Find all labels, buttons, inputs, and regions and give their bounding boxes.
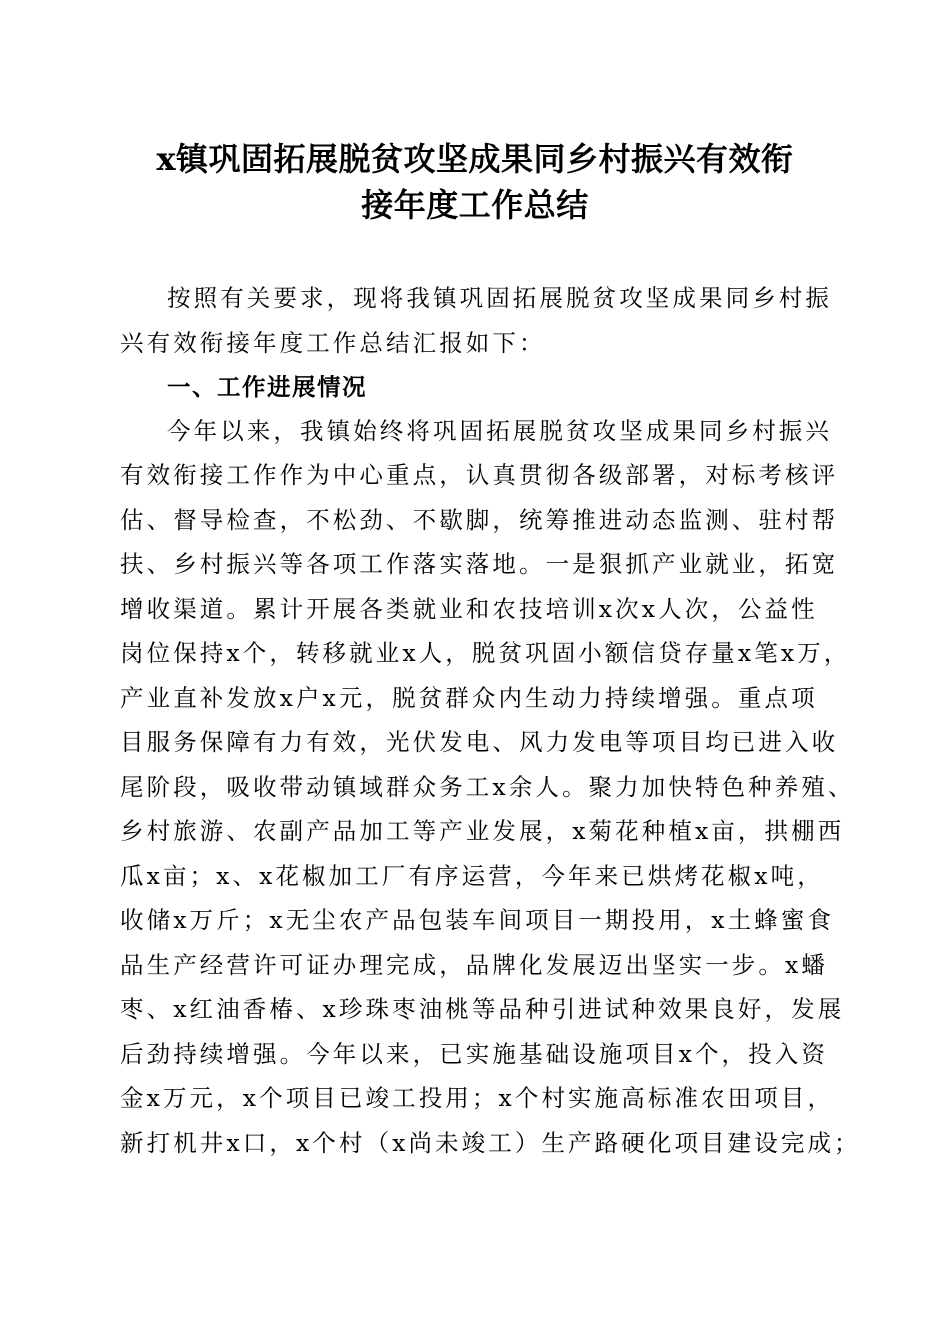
- intro-line-2: 兴有效衔接年度工作总结汇报如下：: [120, 329, 546, 357]
- body-line: 岗位保持x个，转移就业x人，脱贫巩固小额信贷存量x笔x万，: [120, 639, 851, 667]
- body-line: 品生产经营许可证办理完成，品牌化发展迈出坚实一步。x蟠: [120, 951, 828, 979]
- document-title-line-2: 接年度工作总结: [361, 186, 589, 224]
- body-line: 有效衔接工作作为中心重点，认真贯彻各级部署，对标考核评: [120, 461, 839, 489]
- body-line: 尾阶段，吸收带动镇域群众务工x余人。聚力加快特色种养殖、: [120, 773, 855, 801]
- intro-line-1: 按照有关要求，现将我镇巩固拓展脱贫攻坚成果同乡村振: [167, 284, 832, 312]
- body-line: 新打机井x口，x个村（x尚未竣工）生产路硬化项目建设完成；: [120, 1129, 861, 1157]
- body-line: 乡村旅游、农副产品加工等产业发展，x菊花种植x亩，拱棚西: [120, 817, 845, 845]
- body-line: 收储x万斤；x无尘农产品包装车间项目一期投用，x土蜂蜜食: [120, 906, 835, 934]
- body-line: 后劲持续增强。今年以来，已实施基础设施项目x个，投入资: [120, 1040, 828, 1068]
- body-line: 估、督导检查，不松劲、不歇脚，统筹推进动态监测、驻村帮: [120, 506, 839, 534]
- body-line: 扶、乡村振兴等各项工作落实落地。一是狠抓产业就业，拓宽: [120, 550, 839, 578]
- body-line: 目服务保障有力有效，光伏发电、风力发电等项目均已进入收: [120, 728, 839, 756]
- body-line: 瓜x亩；x、x花椒加工厂有序运营，今年来已烘烤花椒x吨，: [120, 862, 824, 890]
- body-line: 枣、x红油香椿、x珍珠枣油桃等品种引进试种效果良好，发展: [120, 995, 845, 1023]
- body-line: 产业直补发放x户x元，脱贫群众内生动力持续增强。重点项: [120, 684, 818, 712]
- section-heading: 一、工作进展情况: [167, 373, 367, 401]
- body-line: 金x万元，x个项目已竣工投用；x个村实施高标准农田项目，: [120, 1084, 835, 1112]
- body-line: 增收渠道。累计开展各类就业和农技培训x次x人次，公益性: [120, 595, 818, 623]
- document-title-line-1: x镇巩固拓展脱贫攻坚成果同乡村振兴有效衔: [156, 140, 794, 178]
- body-line: 今年以来，我镇始终将巩固拓展脱贫攻坚成果同乡村振兴: [167, 417, 832, 445]
